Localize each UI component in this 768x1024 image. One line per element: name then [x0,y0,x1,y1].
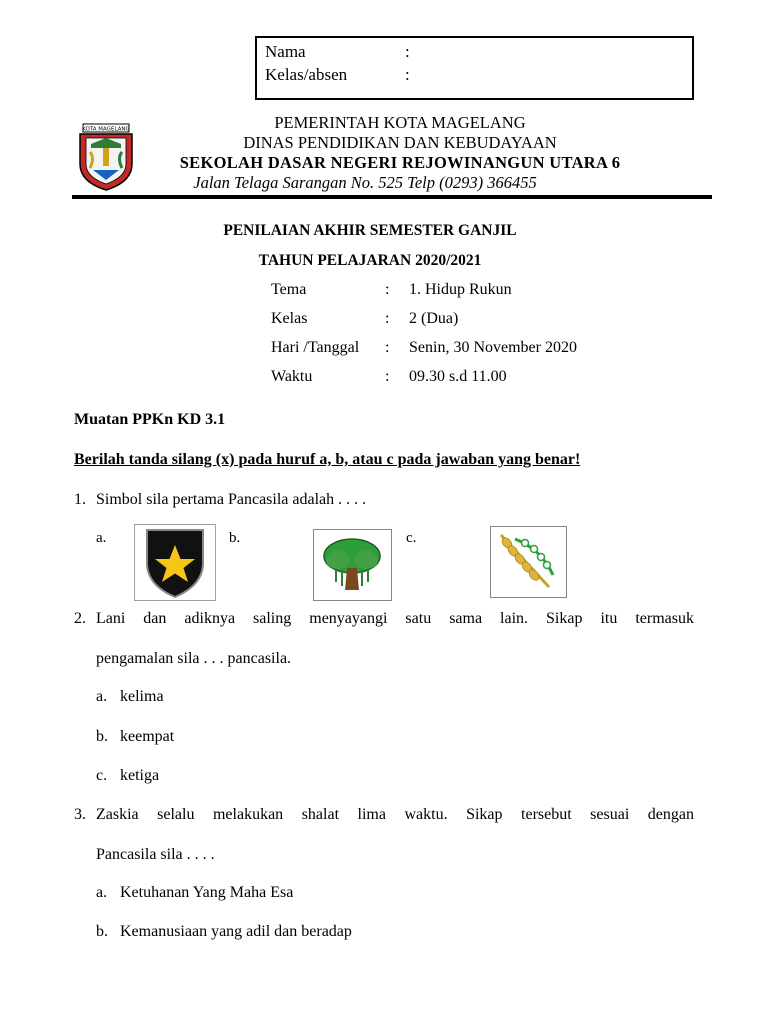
section-title: Muatan PPKn KD 3.1 [74,411,226,428]
question-number: 3. [74,806,86,823]
info-sep: : [385,368,390,385]
star-shield-icon[interactable] [134,524,216,601]
question-number: 2. [74,610,86,627]
option-text: Kemanusiaan yang adil dan beradap [120,923,352,940]
question-text: Pancasila sila . . . . [96,846,215,863]
name-separator: : [405,42,410,61]
info-value: 2 (Dua) [409,310,459,327]
option-letter[interactable]: a. [96,530,107,546]
name-row [265,42,410,62]
info-sep: : [385,339,390,356]
exam-title: PENILAIAN AKHIR SEMESTER GANJIL [223,222,517,239]
info-value: 1. Hidup Rukun [409,281,512,298]
instruction: Berilah tanda silang (x) pada huruf a, b, atau c pada jawaban yang benar! [74,451,581,468]
info-key: Hari /Tanggal [271,339,360,356]
option-text: ketiga [120,767,160,784]
exam-year: TAHUN PELAJARAN 2020/2021 [258,252,482,269]
answer-option[interactable] [96,767,159,785]
info-value: Senin, 30 November 2020 [409,339,577,356]
option-letter: b. [96,728,108,745]
info-row [271,310,458,328]
option-letter: a. [96,884,108,901]
question-text: pengamalan sila . . . pancasila. [96,650,292,667]
school-name: SEKOLAH DASAR NEGERI REJOWINANGUN UTARA 6 [179,153,621,172]
info-key: Tema [271,281,307,298]
class-row [265,65,410,85]
info-row [271,339,577,357]
header-divider [72,195,712,199]
header-line-1: PEMERINTAH KOTA MAGELANG [274,113,526,132]
option-letter: c. [96,767,108,784]
info-key: Waktu [271,368,313,385]
question-text: Zaskia selalu melakukan shalat lima waktu. Sikap tersebut sesuai dengan [96,806,694,823]
option-text: Ketuhanan Yang Maha Esa [120,884,294,901]
option-letter: a. [96,688,108,705]
info-sep: : [385,310,390,327]
option-text: kelima [120,688,164,705]
class-separator: : [405,65,410,84]
answer-option[interactable] [96,688,164,706]
info-sep: : [385,281,390,298]
identity-box [255,36,694,100]
info-row [271,281,512,299]
question-text: Lani dan adiknya saling menyayangi satu sama lain. Sikap itu termasuk [96,610,694,627]
option-letter[interactable]: c. [406,530,417,546]
info-value: 09.30 s.d 11.00 [409,368,507,385]
question-number: 1. [74,491,86,508]
option-letter: b. [96,923,108,940]
answer-option[interactable] [96,884,293,902]
header-line-2: DINAS PENDIDIKAN DAN KEBUDAYAAN [243,133,557,152]
info-key: Kelas [271,310,308,327]
name-label: Nama [265,42,306,61]
logo-text: KOTA MAGELANG [82,126,130,133]
question-text: Simbol sila pertama Pancasila adalah . . . . [96,491,367,508]
banyan-tree-icon[interactable] [313,529,392,601]
option-text: keempat [120,728,175,745]
answer-option[interactable] [96,728,174,746]
school-address: Jalan Telaga Sarangan No. 525 Telp (0293) 366455 [193,173,537,192]
info-row [271,368,507,386]
class-label: Kelas/absen [265,65,348,84]
rice-cotton-icon[interactable] [490,526,567,598]
option-letter[interactable]: b. [229,530,241,546]
answer-option[interactable] [96,923,352,941]
